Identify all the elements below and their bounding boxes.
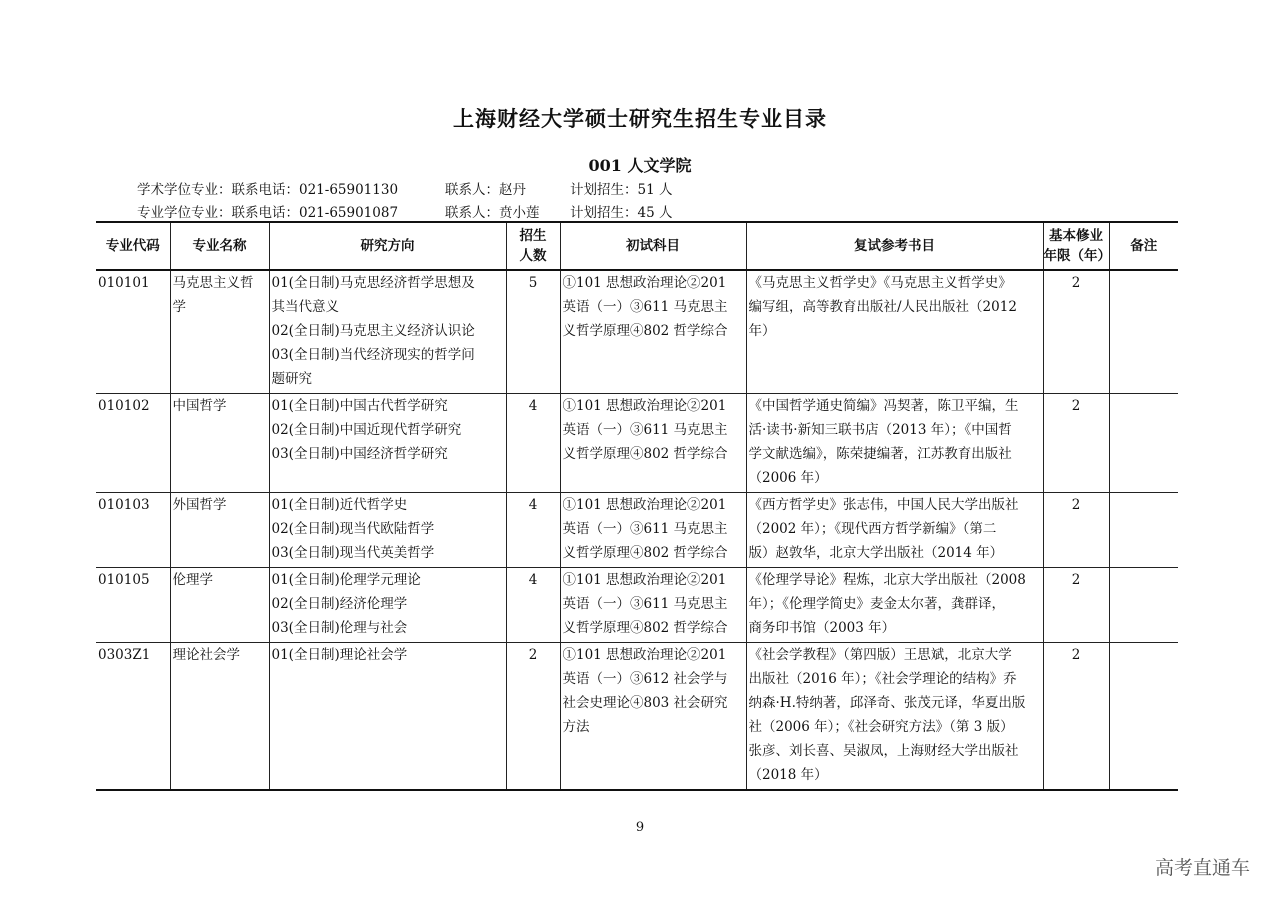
name-line: 马克思主义哲 <box>172 275 254 291</box>
cell-direction <box>269 270 506 394</box>
cell-books <box>746 568 1043 643</box>
books-line: 《伦理学导论》程炼，北京大学出版社（2008 <box>748 572 1026 588</box>
exam-line: 英语（一）③611 马克思主 <box>562 596 728 612</box>
cell-direction <box>269 493 506 568</box>
direction-line: 02(全日制)经济伦理学 <box>271 596 408 612</box>
contact-phone: 学术学位专业：联系电话：021-65901130 <box>137 182 399 198</box>
header-quota <box>506 222 560 270</box>
contact-plan: 计划招生：45 人 <box>570 205 673 221</box>
books-line: （2018 年） <box>748 767 828 783</box>
cell-direction <box>269 394 506 493</box>
page-number: 9 <box>635 820 645 835</box>
direction-line: 01(全日制)伦理学元理论 <box>271 572 421 588</box>
cell-exam <box>560 493 746 568</box>
exam-line: ①101 思想政治理论②201 <box>562 572 727 588</box>
cell-name <box>170 568 269 643</box>
cell-remark <box>1109 394 1178 493</box>
exam-line: 英语（一）③611 马克思主 <box>562 422 728 438</box>
cell-years: 2 <box>1043 493 1109 568</box>
direction-line: 01(全日制)中国古代哲学研究 <box>271 398 448 414</box>
books-line: 年） <box>748 323 776 339</box>
cell-years: 2 <box>1043 270 1109 394</box>
cell-quota: 4 <box>506 568 560 643</box>
books-line: （2002 年）；《现代西方哲学新编》（第二 <box>748 521 997 537</box>
direction-line: 02(全日制)中国近现代哲学研究 <box>271 422 462 438</box>
table-row <box>96 568 1178 643</box>
cell-exam <box>560 568 746 643</box>
exam-line: ①101 思想政治理论②201 <box>562 275 727 291</box>
exam-line: 义哲学原理④802 哲学综合 <box>562 545 728 561</box>
cell-exam <box>560 270 746 394</box>
contact-person: 联系人：赵丹 <box>445 182 526 198</box>
table-header-row <box>96 222 1178 270</box>
books-line: 社（2006 年）；《社会研究方法》（第 3 版） <box>748 719 1014 735</box>
exam-line: ①101 思想政治理论②201 <box>562 497 727 513</box>
header-years <box>1043 222 1109 270</box>
direction-line: 03(全日制)中国经济哲学研究 <box>271 446 448 462</box>
header-years-line: 基本修业 <box>1049 228 1103 244</box>
direction-line: 01(全日制)理论社会学 <box>271 647 408 663</box>
exam-line: 英语（一）③612 社会学与 <box>562 671 728 687</box>
header-name: 专业名称 <box>170 222 269 270</box>
watermark-text: 高考直通车 <box>1154 857 1250 879</box>
cell-exam <box>560 643 746 791</box>
books-line: 《马克思主义哲学史》《马克思主义哲学史》 <box>748 275 1012 291</box>
exam-line: ①101 思想政治理论②201 <box>562 398 727 414</box>
direction-line: 02(全日制)现当代欧陆哲学 <box>271 521 435 537</box>
header-years-line: 年限（年） <box>1043 248 1111 264</box>
books-line: 编写组，高等教育出版社/人民出版社（2012 <box>748 299 1017 315</box>
exam-line: 义哲学原理④802 哲学综合 <box>562 446 728 462</box>
cell-exam <box>560 394 746 493</box>
exam-line: 英语（一）③611 马克思主 <box>562 521 728 537</box>
direction-line: 03(全日制)当代经济现实的哲学问 <box>271 347 475 363</box>
books-line: 年）；《伦理学简史》麦金太尔著，龚群译， <box>748 596 1005 612</box>
cell-books <box>746 493 1043 568</box>
books-line: 商务印书馆（2003 年） <box>748 620 896 636</box>
books-line: 纳森·H.特纳著，邱泽奇、张茂元译，华夏出版 <box>748 695 1026 711</box>
cell-direction <box>269 568 506 643</box>
cell-direction <box>269 643 506 791</box>
direction-line: 题研究 <box>271 371 312 387</box>
books-line: 《社会学教程》（第四版）王思斌，北京大学 <box>748 647 1012 663</box>
program-catalog-table <box>96 221 1178 791</box>
cell-code: 010103 <box>96 493 170 568</box>
cell-name <box>170 394 269 493</box>
cell-remark <box>1109 568 1178 643</box>
cell-name <box>170 270 269 394</box>
direction-line: 03(全日制)伦理与社会 <box>271 620 408 636</box>
cell-remark <box>1109 643 1178 791</box>
header-direction: 研究方向 <box>269 222 506 270</box>
contact-phone: 专业学位专业：联系电话：021-65901087 <box>137 205 399 221</box>
exam-line: 社会史理论④803 社会研究 <box>562 695 728 711</box>
exam-line: 义哲学原理④802 哲学综合 <box>562 323 728 339</box>
cell-years: 2 <box>1043 568 1109 643</box>
table-row <box>96 270 1178 394</box>
name-line: 中国哲学 <box>172 398 227 414</box>
table-row <box>96 394 1178 493</box>
books-line: （2006 年） <box>748 470 828 486</box>
cell-quota: 5 <box>506 270 560 394</box>
contact-person: 联系人：贲小莲 <box>445 205 540 221</box>
table-body <box>96 270 1178 790</box>
table-row <box>96 493 1178 568</box>
exam-line: 英语（一）③611 马克思主 <box>562 299 728 315</box>
direction-line: 其当代意义 <box>271 299 339 315</box>
cell-code: 0303Z1 <box>96 643 170 791</box>
direction-line: 01(全日制)马克思经济哲学思想及 <box>271 275 475 291</box>
cell-remark <box>1109 493 1178 568</box>
exam-line: ①101 思想政治理论②201 <box>562 647 727 663</box>
name-line: 学 <box>172 299 186 315</box>
cell-books <box>746 270 1043 394</box>
cell-code: 010102 <box>96 394 170 493</box>
header-code: 专业代码 <box>96 222 170 270</box>
header-remark: 备注 <box>1109 222 1178 270</box>
header-quota-line: 人数 <box>519 248 547 264</box>
cell-name <box>170 643 269 791</box>
books-line: 《中国哲学通史简编》冯契著，陈卫平编，生 <box>748 398 1019 414</box>
cell-remark <box>1109 270 1178 394</box>
header-exam: 初试科目 <box>560 222 746 270</box>
header-books: 复试参考书目 <box>746 222 1043 270</box>
exam-line: 方法 <box>562 719 590 735</box>
cell-years: 2 <box>1043 394 1109 493</box>
name-line: 外国哲学 <box>172 497 227 513</box>
cell-books <box>746 394 1043 493</box>
cell-books <box>746 643 1043 791</box>
cell-code: 010105 <box>96 568 170 643</box>
page-title: 上海财经大学硕士研究生招生专业目录 <box>453 107 827 131</box>
name-line: 伦理学 <box>172 572 213 588</box>
name-line: 理论社会学 <box>172 647 240 663</box>
cell-quota: 4 <box>506 493 560 568</box>
direction-line: 03(全日制)现当代英美哲学 <box>271 545 435 561</box>
contact-plan: 计划招生：51 人 <box>570 182 673 198</box>
cell-quota: 2 <box>506 643 560 791</box>
books-line: 活·读书·新知三联书店（2013 年）；《中国哲 <box>748 422 1012 438</box>
college-heading: 001 人文学院 <box>588 156 692 175</box>
cell-years: 2 <box>1043 643 1109 791</box>
cell-code: 010101 <box>96 270 170 394</box>
cell-quota: 4 <box>506 394 560 493</box>
cell-name <box>170 493 269 568</box>
books-line: 出版社（2016 年）；《社会学理论的结构》乔 <box>748 671 1017 687</box>
direction-line: 02(全日制)马克思主义经济认识论 <box>271 323 475 339</box>
exam-line: 义哲学原理④802 哲学综合 <box>562 620 728 636</box>
header-quota-line: 招生 <box>519 228 547 244</box>
books-line: 张彦、刘长喜、吴淑凤，上海财经大学出版社 <box>748 743 1019 759</box>
table-row <box>96 643 1178 791</box>
direction-line: 01(全日制)近代哲学史 <box>271 497 408 513</box>
books-line: 《西方哲学史》张志伟，中国人民大学出版社 <box>748 497 1019 513</box>
books-line: 版）赵敦华，北京大学出版社（2014 年） <box>748 545 1004 561</box>
books-line: 学文献选编》，陈荣捷编著，江苏教育出版社 <box>748 446 1012 462</box>
